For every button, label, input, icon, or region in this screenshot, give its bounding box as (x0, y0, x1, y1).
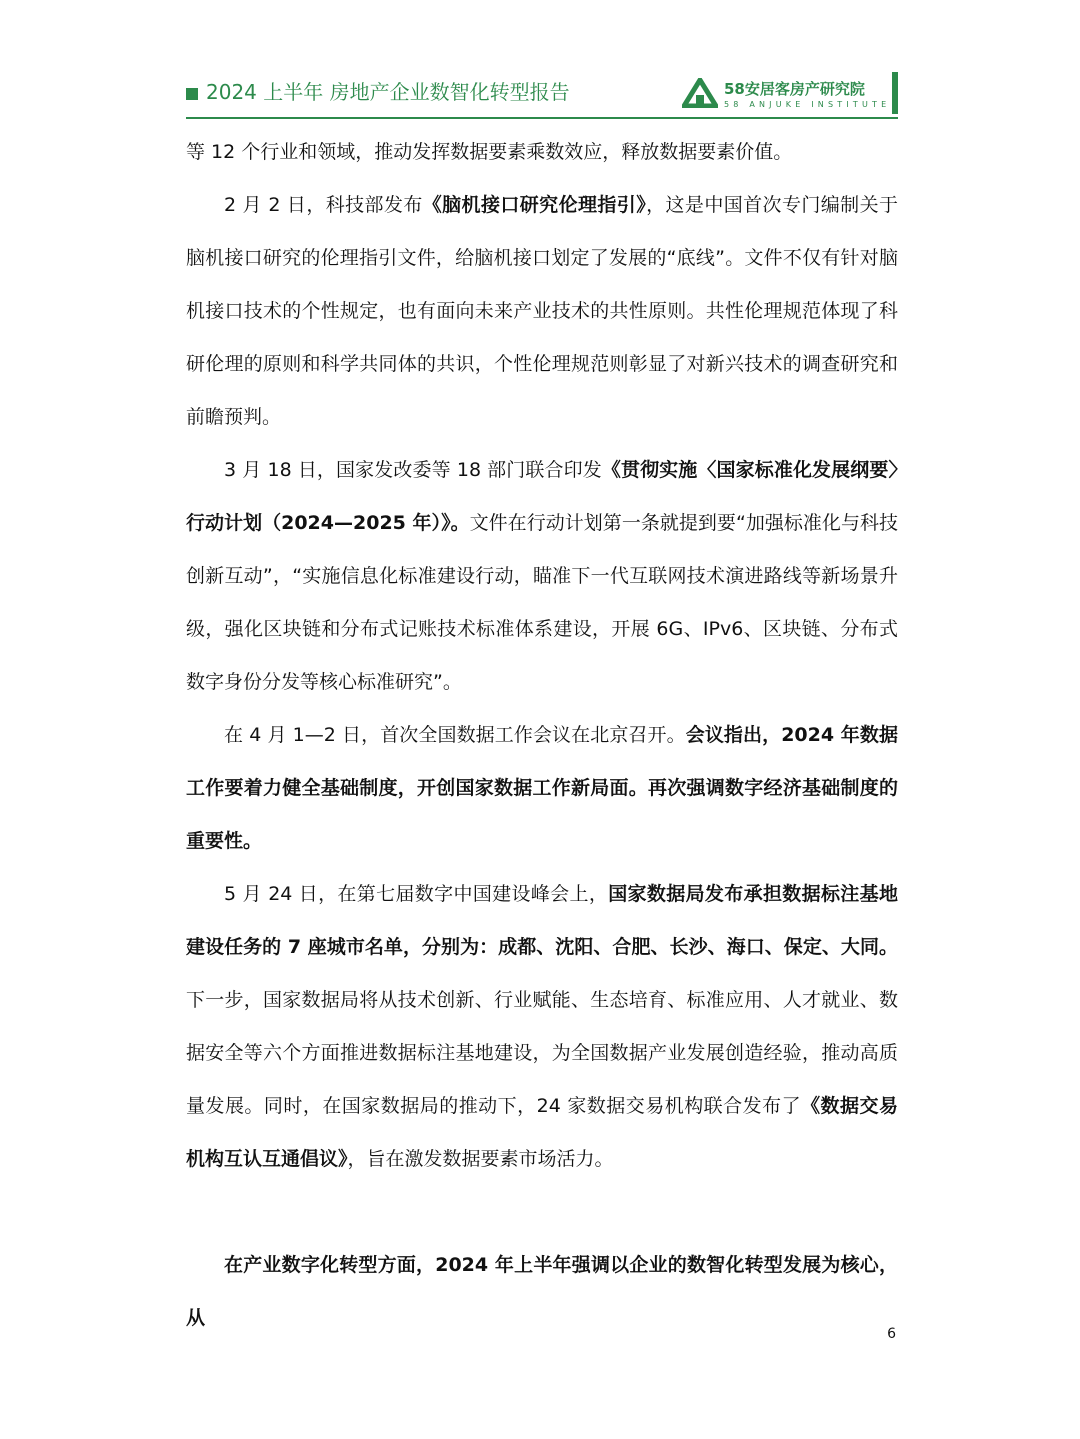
page-number: 6 (887, 1326, 896, 1342)
bold-text: 会议指出，2024 年数据工作要着力健全基础制度，开创国家数据工作新局面。再次强调数字经济基础制度的重要性。 (186, 724, 898, 852)
text-run: 下一步，国家数据局将从技术创新、行业赋能、生态培育、标准应用、人才就业、数据安全等六个方面推进数据标注基地建设，为全国数据产业发展创造经验，推动高质量发展。同时，在国家数据局的推动下，24 家数据交易机构联合发布了 (186, 989, 898, 1117)
text-run: 文件在行动计划第一条就提到要“加强标准化与科技创新互动”，“实施信息化标准建设行动，瞄准下一代互联网技术演进路线等新场景升级，强化区块链和分布式记账技术标准体系建设，开展 6G、IPv6、区块链、分布式数字身份分发等核心标准研究”。 (186, 512, 898, 693)
document-body (186, 126, 898, 1345)
bold-text: 在产业数字化转型方面，2024 年上半年强调以企业的数智化转型发展为核心，从 (186, 1254, 898, 1329)
page-header (186, 70, 898, 116)
text-run: ，这是中国首次专门编制关于脑机接口研究的伦理指引文件，给脑机接口划定了发展的“底线”。文件不仅有针对脑机接口技术的个性规定，也有面向未来产业技术的共性原则。共性伦理规范体现了科研伦理的原则和科学共同体的共识，个性伦理规范则彰显了对新兴技术的调查研究和前瞻预判。 (186, 194, 898, 428)
paragraph (186, 709, 898, 868)
paragraph (186, 1239, 898, 1345)
text-run: 3 月 18 日，国家发改委等 18 部门联合印发 (224, 459, 602, 481)
header-square-icon (186, 88, 198, 100)
roof-logo-icon (682, 78, 718, 108)
bold-text: 国家数据局发布承担数据标注基地建设任务的 7 座城市名单，分别为：成都、沈阳、合肥、长沙、海口、保定、大同。 (186, 883, 898, 958)
bold-text: 《脑机接口研究伦理指引》 (422, 194, 647, 216)
text-run: 等 12 个行业和领域，推动发挥数据要素乘数效应，释放数据要素价值。 (186, 141, 793, 163)
logo-bar (892, 72, 898, 114)
paragraph (186, 179, 898, 444)
text-run: 在 4 月 1—2 日，首次全国数据工作会议在北京召开。 (224, 724, 686, 746)
text-run: 2 月 2 日，科技部发布 (224, 194, 423, 216)
text-run: ，旨在激发数据要素市场活力。 (347, 1148, 614, 1170)
bold-text: 《贯彻实施〈国家标准化发展纲要〉行动计划（2024—2025 年）》。 (186, 459, 898, 534)
logo-subtitle: 58 ANJUKE INSTITUTE (724, 100, 891, 109)
text-run: 5 月 24 日，在第七届数字中国建设峰会上， (224, 883, 609, 905)
header-rule (186, 117, 898, 119)
logo-name: 58安居客房产研究院 (724, 80, 865, 98)
header-title: 2024 上半年 房地产企业数智化转型报告 (206, 80, 570, 104)
paragraph (186, 444, 898, 709)
paragraph (186, 126, 898, 179)
bold-text: 《数据交易机构互认互通倡议》 (186, 1095, 898, 1170)
paragraph (186, 868, 898, 1186)
institute-logo (682, 72, 898, 114)
paragraph-gap (186, 1186, 898, 1239)
